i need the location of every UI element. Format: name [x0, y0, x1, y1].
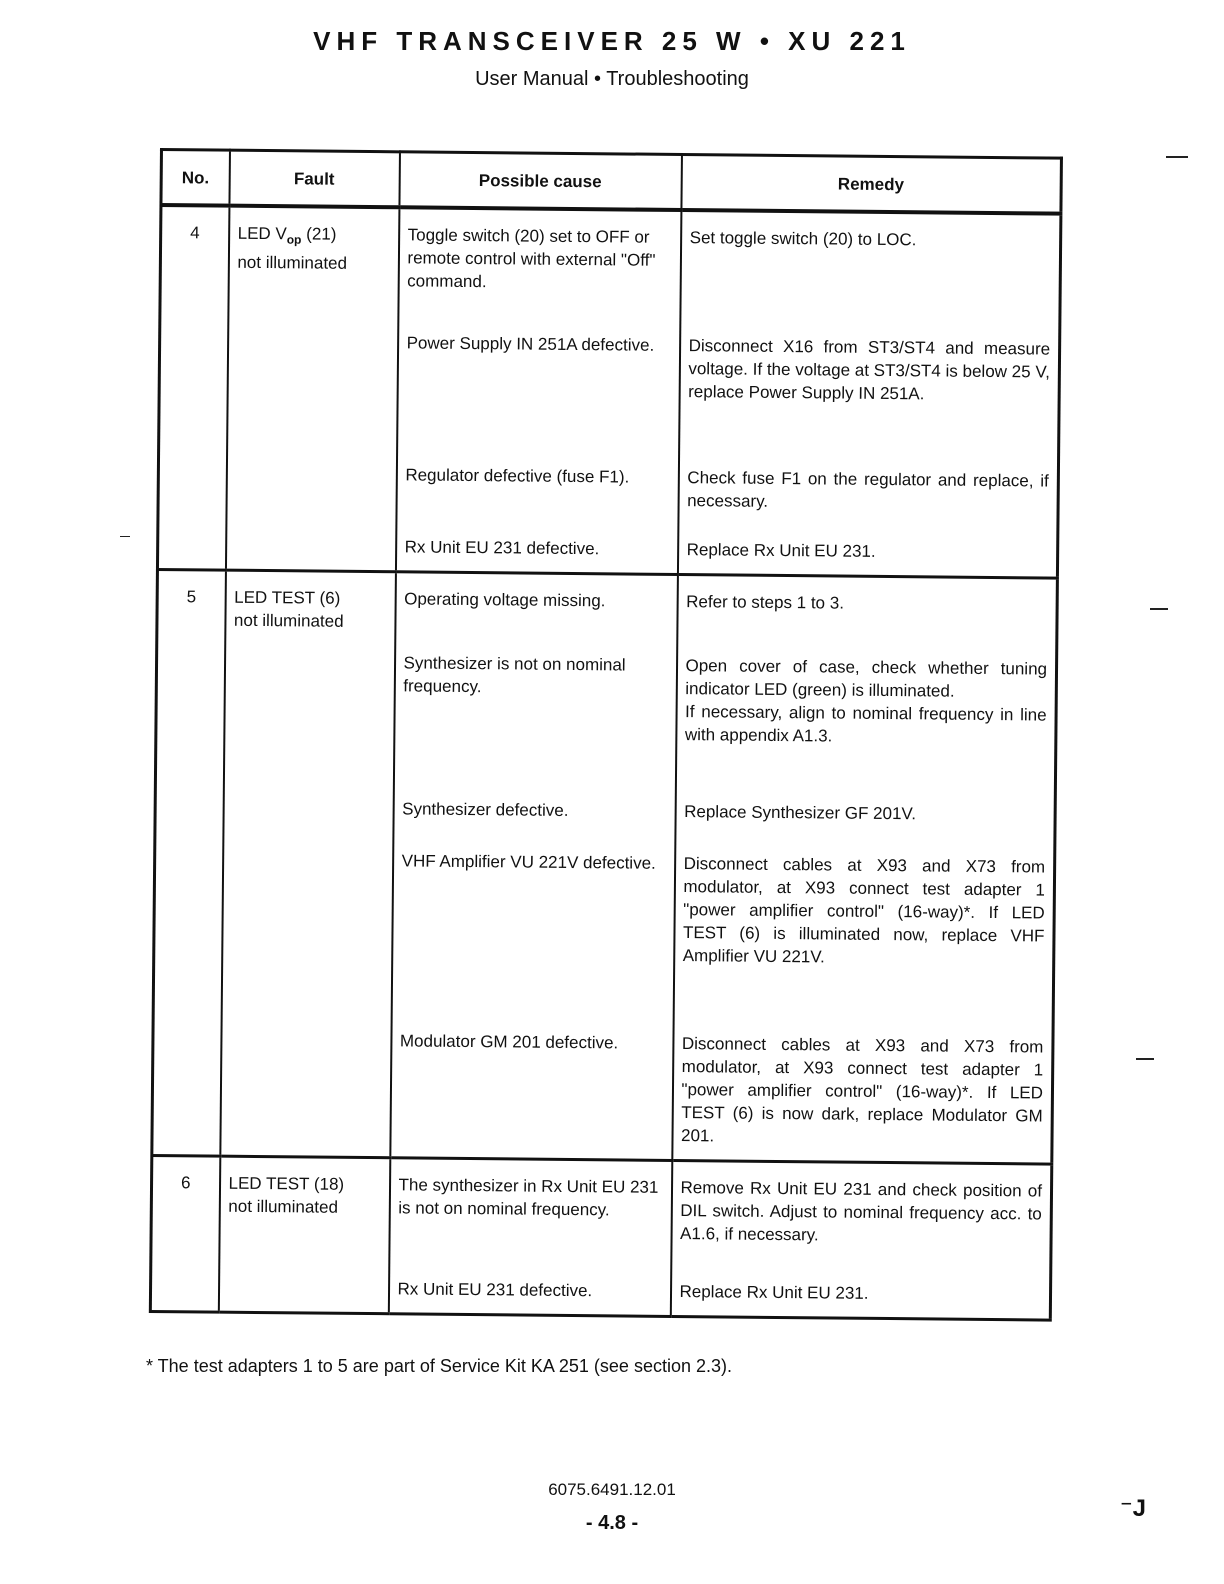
margin-mark: [120, 536, 130, 537]
possible-cause-cell: [390, 572, 678, 1161]
fault-number: 5: [152, 569, 226, 1156]
document-subtitle: User Manual • Troubleshooting: [475, 68, 749, 90]
table-row: [152, 569, 1058, 1164]
cause-entry: Modulator GM 201 defective.: [399, 1031, 619, 1053]
remedy-entry: Check fuse F1 on the regulator and replace, if necessary.: [687, 468, 1049, 511]
table-row: [150, 1155, 1051, 1320]
possible-cause-cell: [388, 1158, 671, 1317]
cause-entry: Synthesizer defective.: [402, 799, 569, 820]
cause-entry: Power Supply IN 251A defective.: [406, 333, 655, 355]
remedy-entry: Replace Synthesizer GF 201V.: [684, 802, 917, 824]
cause-entry: Toggle switch (20) set to OFF or remote control with external "Off" command.: [407, 225, 656, 292]
margin-mark: [1166, 156, 1188, 158]
document-number: 6075.6491.12.01: [548, 1480, 676, 1499]
fault-description: LED $V_{op}$ (21) not illuminated: [225, 206, 398, 572]
remedy-entry: Disconnect X16 from ST3/ST4 and measure voltage. If the voltage at ST3/ST4 is below 25 V, replace Power Supply IN 251A.: [688, 336, 1051, 404]
remedy-entry: Disconnect cables at X93 and X73 from modulator, at X93 connect test adapter 1 "power amplifier control" (16-way)*. If LED TEST (6) is now dark, replace Modulator GM 201.: [680, 1034, 1044, 1146]
margin-mark: [1150, 608, 1168, 610]
cause-entry: The synthesizer in Rx Unit EU 231 is not on nominal frequency.: [398, 1175, 659, 1220]
cause-entry: VHF Amplifier VU 221V defective.: [401, 851, 656, 873]
fault-number: 6: [150, 1155, 219, 1312]
remedy-cell: [677, 210, 1060, 578]
fault-description: LED TEST (18) not illuminated: [218, 1156, 389, 1314]
remedy-entry: Refer to steps 1 to 3.: [686, 592, 845, 613]
document-title: VHF TRANSCEIVER 25 W • XU 221: [313, 26, 911, 56]
remedy-cell: [672, 574, 1058, 1164]
column-header-cause: Possible cause: [399, 152, 682, 210]
corner-mark-icon: ⁻J: [1120, 1495, 1147, 1522]
troubleshooting-table: [149, 148, 1063, 1322]
troubleshooting-sheet: [149, 148, 1060, 1322]
remedy-entry: Open cover of case, check whether tuning indicator LED (green) is illuminated.: [685, 656, 1048, 701]
column-header-no: No.: [161, 150, 230, 206]
remedy-cell: [670, 1160, 1051, 1320]
column-header-remedy: Remedy: [681, 155, 1062, 214]
remedy-entry: If necessary, align to nominal frequency in line with appendix A1.3.: [684, 702, 1047, 746]
margin-mark: [1136, 1058, 1154, 1060]
cause-entry: Rx Unit EU 231 defective.: [404, 537, 600, 559]
possible-cause-cell: [395, 207, 680, 574]
table-row: [157, 205, 1060, 578]
cause-entry: Synthesizer is not on nominal frequency.: [403, 653, 626, 697]
fault-number: 4: [157, 205, 228, 570]
table-header-row: [161, 150, 1061, 214]
cause-entry: Regulator defective (fuse F1).: [405, 465, 630, 487]
cause-entry: Rx Unit EU 231 defective.: [397, 1279, 593, 1301]
footnote: * The test adapters 1 to 5 are part of Service Kit KA 251 (see section 2.3).: [146, 1356, 732, 1376]
fault-description: LED TEST (6) not illuminated: [220, 570, 396, 1158]
remedy-entry: Remove Rx Unit EU 231 and check position of DIL switch. Adjust to nominal frequency acc. to A1.6, if necessary.: [680, 1178, 1043, 1245]
remedy-entry: Replace Rx Unit EU 231.: [679, 1282, 869, 1303]
remedy-entry: Replace Rx Unit EU 231.: [686, 540, 876, 561]
page-number: - 4.8 -: [585, 1512, 639, 1534]
remedy-entry: Disconnect cables at X93 and X73 from modulator, at X93 connect test adapter 1 "power amplifier control" (16-way)*. If LED TEST (6) is illuminated now, replace VHF Amplifier VU 221V.: [682, 854, 1046, 967]
remedy-entry: Set toggle switch (20) to LOC.: [689, 228, 917, 250]
column-header-fault: Fault: [229, 150, 400, 207]
cause-entry: Operating voltage missing.: [404, 589, 606, 611]
